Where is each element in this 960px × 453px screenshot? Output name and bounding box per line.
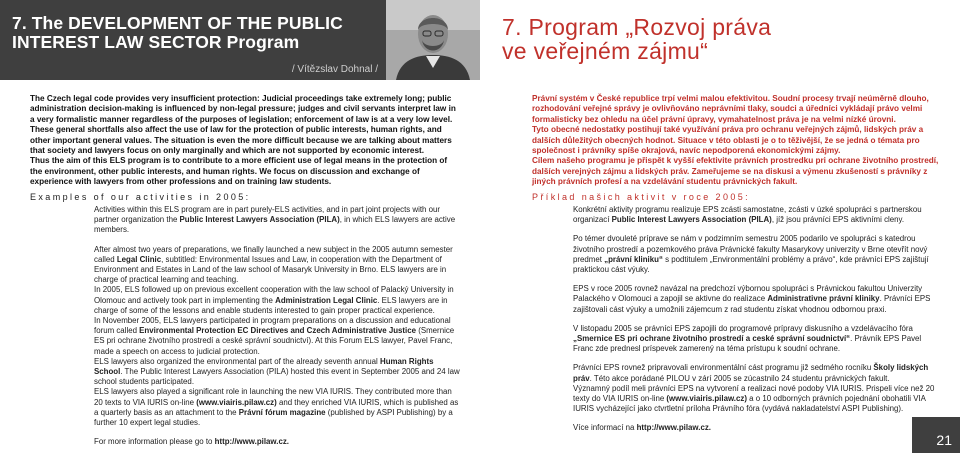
page-number-box	[912, 417, 960, 453]
text: . Právník EPS Pavel Franc zde prednesl príspevek zamerený na téma prístupu k soudní ochrane.	[573, 334, 922, 354]
right-body-paragraph	[573, 234, 943, 275]
left-body-paragraph	[94, 316, 462, 357]
right-title-line2: ve veřejném zájmu“	[502, 38, 709, 64]
text: . ELS lawyers are in charge of some of the lessons and enable students interested to gain proper practical experience.	[94, 295, 448, 315]
author-name: / Vítězslav Dohnal /	[291, 64, 378, 75]
legal-clinic-name: Legal Clinic	[116, 254, 162, 264]
author-photo	[386, 0, 480, 80]
left-body	[94, 205, 462, 453]
pila-name: Public Interest Lawyers Association (PILA)	[611, 215, 772, 225]
right-body-paragraph	[573, 384, 943, 415]
school-name: Školy lidských práv	[573, 363, 929, 383]
text: After almost two years of preparations, we finally launched a new subject in the 2005 autumn semester called	[94, 244, 453, 264]
pilaw-link[interactable]: http://www.pilaw.cz.	[214, 437, 289, 447]
right-title	[502, 15, 771, 63]
text: For more information please go to	[94, 437, 215, 447]
viairis-link[interactable]: (www.viairis.pilaw.cz)	[196, 397, 277, 407]
right-intro-paragraph: Cílem našeho programu je přispět k vyšší efektivite právních prostredku pri ochrane životního prostredí, dalších verejných zájmu a lidských práv. Zameřujeme se na diskusi a výmenu zkušeností s právníky z jiných právních profesí a na vzdelávání studentu právnických fakult.	[532, 156, 939, 187]
text: Konkrétní aktivity programu realizuje EPS zcásti samostatne, zcásti v úzké spolupráci s partnerskou organizací	[573, 205, 922, 225]
page-number: 21	[936, 432, 952, 448]
pilaw-link[interactable]: http://www.pilaw.cz.	[636, 423, 711, 433]
left-body-paragraph	[94, 437, 462, 447]
text: Activities within this ELS program are in part purely-ELS activities, and in part joint projects with our partner organization the	[94, 205, 441, 225]
text: and they enriched VIA IURIS, which is published as a quarterly basis as an attachment to the	[94, 397, 459, 417]
left-body-paragraph	[94, 387, 462, 428]
author-photo-image	[386, 0, 480, 80]
magazine-name: Právní fórum magazine	[238, 407, 326, 417]
left-body-paragraph	[94, 357, 462, 388]
text: In November 2005, ELS lawyers participated in program preparations on a discussion and educational forum called	[94, 316, 451, 336]
legal-clinic-name: „právní kliniku“	[604, 254, 663, 264]
text: ELS lawyers also played a significant role in launching the new VIA IURIS. They contributed more than 20 texts to VIA IURIS on-line	[94, 387, 452, 407]
text: Více informací na	[573, 423, 637, 433]
right-body	[573, 205, 943, 443]
text: (Smernice ES pri ochrane životního prostredí a ceské správní soudnictví). At this Forum ELS lawyer, Pavel Franc, made a speech on access to judicial protection.	[94, 326, 455, 356]
text: , in which ELS lawyers are active members.	[94, 215, 456, 235]
left-intro-paragraph: These general shortfalls also affect the use of law for the protection of public interests, human rights, and other important general values. The situation is even the more difficult because we are talking about matters that society and lawyers focus on only marginally and which are not supported by economic interest.	[30, 125, 452, 156]
right-body-paragraph	[573, 205, 943, 225]
left-intro-paragraph: Thus the aim of this ELS program is to contribute to a more efficient use of legal means in the protection of the environment, other public interests, and human rights. We focus on discussion and exchange of experience with lawyers from other professions and on training law students.	[30, 156, 448, 187]
right-intro-paragraph: Tyto obecné nedostatky postihují také využívání práva pro ochranu veřejných zájmů, lidských práv a dalších důležitých obecných hodnot. Situace v této oblasti je o to těživější, že se jedná o témata pro společnost i právníky spíše okrajová, navíc nepodporená ekonomickými zájmy.	[532, 125, 924, 156]
left-body-paragraph	[94, 285, 462, 316]
left-section-heading: Examples of our activities in 2005:	[30, 192, 251, 202]
right-intro	[532, 94, 942, 188]
text: . Právníci EPS zajištovali cást výuky a umožnili zájemcum z rad studentu získat vhodnou odbornou praxi.	[573, 294, 931, 314]
left-intro-paragraph: The Czech legal code provides very insufficient protection: Judicial proceedings take extremely long; public administration decision-making is influenced by non-legal pressure; judges and civil servants interpret law in a very formalistic manner regardless of the purposes of legislation; enforcement of law is at a very low level.	[30, 94, 456, 124]
left-body-paragraph	[94, 205, 462, 236]
admin-clinic-name: Administrativne právní kliniky	[767, 294, 880, 304]
right-title-line1: 7. Program „Rozvoj práva	[502, 14, 772, 40]
viairis-link[interactable]: (www.viairis.pilaw.cz)	[666, 394, 747, 404]
text: , jíž jsou právníci EPS aktivními cleny.	[771, 215, 905, 225]
left-title	[12, 14, 343, 52]
text: a o 10 odborných právních pojednání obohatili VIA IURIS vycházející jako ctvrtletní príloha Právního fóra (vydává nakladatelství ASPI Publishing).	[573, 394, 926, 414]
text: EPS v roce 2005 rovnež navázal na predchozí výbornou spolupráci s Právnickou fakultou Univerzity Palackého v Olomouci a zapojil se aktivne do realizace	[573, 284, 923, 304]
text: In 2005, ELS followed up on previous excellent cooperation with the law school of Palacký University in Olomouc and actively took part in implementing the	[94, 285, 454, 305]
right-header	[480, 0, 960, 80]
left-body-paragraph	[94, 245, 462, 286]
forum-name: „Smernice ES pri ochrane životního prostredí a ceské správní soudnictví“	[573, 334, 851, 344]
pila-name: Public Interest Lawyers Association (PILA)	[179, 215, 340, 225]
right-section-heading: Příklad našich aktivit v roce 2005:	[532, 192, 751, 202]
right-body-paragraph	[573, 324, 943, 355]
right-body-paragraph	[573, 284, 943, 315]
text: (published by ASPI Publishing) by a further 10 expert legal studies.	[94, 407, 453, 428]
school-name: Human Rights School	[94, 356, 434, 377]
text: . The Public Interest Lawyers Association (PILA) hosted this event in September 2005 and 24 law school students participated.	[94, 367, 460, 387]
text: Významný podíl meli právníci EPS na vytvorení a realizaci nové podoby VIA IURIS. Prispeli více než 20 texty do VIA IURIS on-line	[573, 383, 935, 404]
text: Právníci EPS rovnež pripravovali environmentální cást programu již sedmého rocníku	[573, 363, 874, 373]
right-intro-paragraph: Právní systém v České republice trpí velmi malou efektivitou. Soudní procesy trvají neúměrně dlouho, rozhodování veřejné správy je ovlivňováno neprávními tlaky, soudci a úředníci vykládají právo velmi formalisticky bez ohledu na účel právní úpravy, vymahatelnost práva je na velmi nízké úrovni.	[532, 94, 929, 124]
text: ELS lawyers also organized the environmental part of the already seventh annual	[94, 356, 380, 366]
text: V listopadu 2005 se právníci EPS zapojili do programové prípravy diskusního a vzdelávacího fóra	[573, 323, 913, 333]
text: Po témer dvouleté prípravе se nám v podzimním semestru 2005 podarilo ve spolupráci s katedrou životního prostredí a pozemkového práva Právnické fakulty Masarykovy univerzity v Brne otevřít nový predmet	[573, 234, 928, 264]
text: , subtitled: Environmental Issues and Law, in cooperation with the Department of Environment and Estates in Land of the law school of Masaryk University in Brno. ELS lawyers are in charge of practical learning and teaching.	[94, 254, 447, 285]
right-body-paragraph	[573, 363, 943, 383]
forum-name: Environmental Protection EC Directives and Czech Administrative Justice	[139, 326, 417, 336]
text: . Této akce porádané PILOU v zárí 2005 se zúcastnilo 24 studentu právnických fakult.	[589, 373, 890, 383]
left-header	[0, 0, 386, 80]
text: s podtitulem „Environmentální problémy a právo“, kde právníci EPS zajištují praktickou cást výuky.	[573, 254, 929, 275]
admin-clinic-name: Administration Legal Clinic	[275, 295, 378, 305]
left-intro	[30, 94, 460, 188]
right-page	[480, 0, 960, 453]
left-title-line1: 7. The DEVELOPMENT OF THE PUBLIC	[12, 13, 343, 33]
right-body-paragraph	[573, 423, 943, 433]
left-title-line2: INTEREST LAW SECTOR Program	[12, 32, 300, 52]
